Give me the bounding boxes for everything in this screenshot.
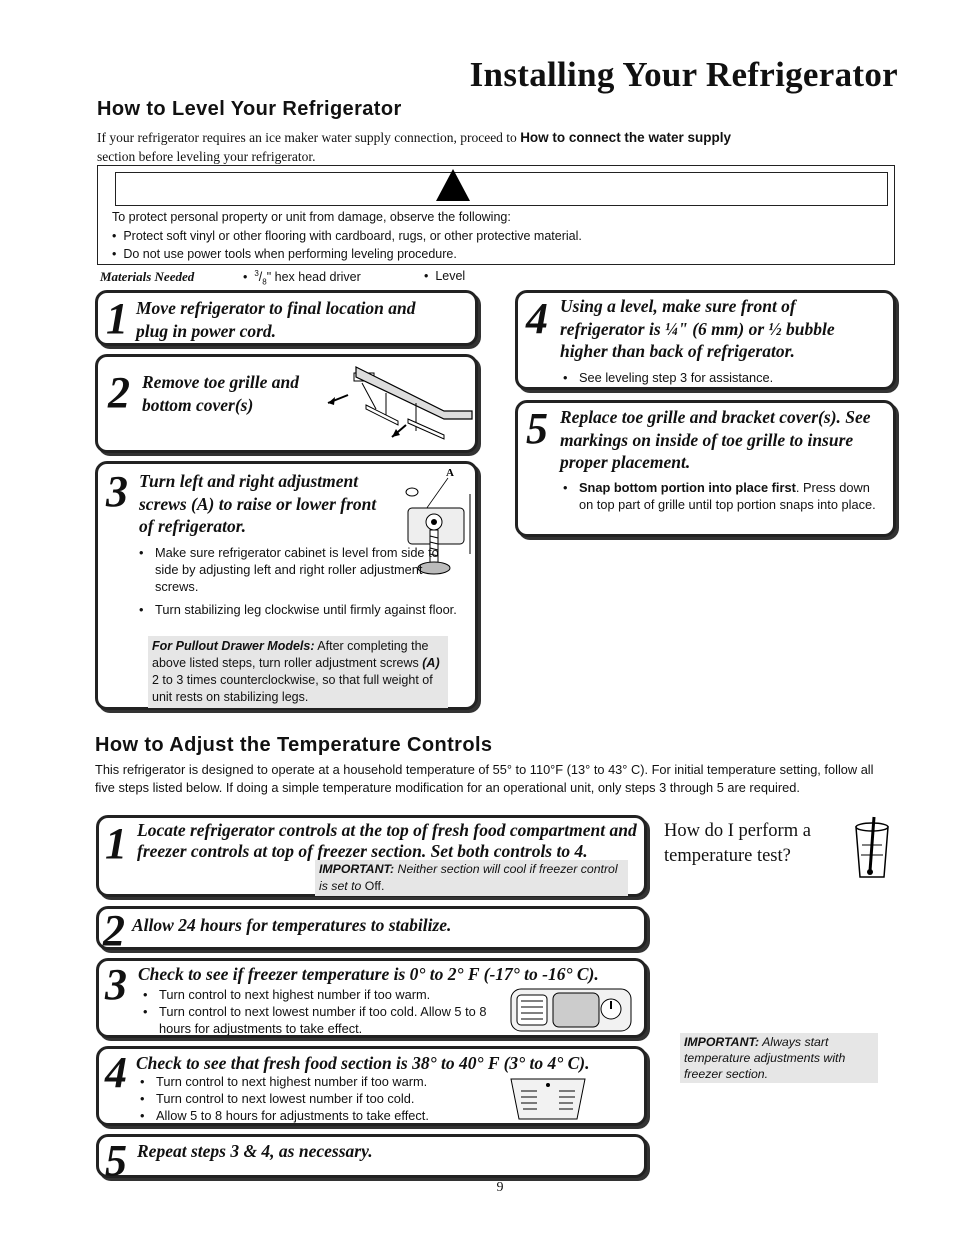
step-text: Locate refrigerator controls at the top of fresh food compartment and freezer controls at top of freezer section. Set both controls to 4. xyxy=(137,820,637,861)
caution-intro: To protect personal property or unit from damage, observe the following: xyxy=(112,210,511,224)
materials-driver: • $^3/_8$" hex head driver xyxy=(243,269,361,287)
step-bullet: • Turn control to next highest number if too warm. xyxy=(140,986,510,1003)
step-number: 3 xyxy=(105,960,127,1009)
caution-header-bar xyxy=(115,172,888,206)
level-step-2 xyxy=(95,354,478,453)
toe-grille-illustration xyxy=(326,359,476,449)
step-bullet: • Allow 5 to 8 hours for adjustments to take effect. xyxy=(137,1107,507,1124)
step-number: 2 xyxy=(103,906,125,955)
temp-step-1 xyxy=(96,815,647,897)
temperature-test-question[interactable]: How do I perform a temperature test? xyxy=(664,821,811,866)
level-section-heading: How to Level Your Refrigerator xyxy=(97,98,402,120)
pullout-drawer-note: For Pullout Drawer Models: After completing the above listed steps, turn roller adjustment screws (A) 2 to 3 times counterclockwise, so that full weight of unit rests on stabilizing legs. xyxy=(148,636,448,708)
step-text: Remove toe grille and bottom cover(s) xyxy=(142,372,299,415)
page-number: 9 xyxy=(496,1180,504,1195)
important-note: IMPORTANT: Neither section will cool if freezer control is set to Off. xyxy=(315,860,628,896)
side-important-note: IMPORTANT: Always start temperature adjustments with freezer section. xyxy=(680,1033,878,1083)
step-text: Check to see that fresh food section is 38° to 40° F (3° to 4° C). xyxy=(136,1053,590,1073)
step-number: 4 xyxy=(526,294,548,343)
temp-step-4 xyxy=(96,1046,647,1126)
freezer-control-illustration xyxy=(509,983,637,1035)
temp-step-3 xyxy=(96,958,647,1038)
glass-thermometer-icon xyxy=(852,815,892,881)
step-text: Turn left and right adjustment screws (A) to raise or lower front of refrigerator. xyxy=(139,471,377,536)
temp-step-2 xyxy=(96,906,647,955)
fresh-food-control-illustration xyxy=(507,1075,589,1125)
step-number: 5 xyxy=(526,404,548,453)
temp-section-heading: How to Adjust the Temperature Controls xyxy=(95,734,493,756)
step-bullet: • Turn stabilizing leg clockwise until firmly against floor. xyxy=(136,601,465,618)
caution-item: • Protect soft vinyl or other flooring with cardboard, rugs, or other protective material. xyxy=(112,228,582,243)
level-step-3 xyxy=(95,461,478,710)
step-bullet: • See leveling step 3 for assistance. xyxy=(560,369,880,386)
step-number: 1 xyxy=(105,819,127,868)
level-step-5 xyxy=(515,400,896,537)
level-intro: If your refrigerator requires an ice maker water supply connection, proceed to How to connect the water supply section before leveling your refrigerator. xyxy=(97,130,731,164)
temp-step-5 xyxy=(96,1134,647,1185)
caution-box xyxy=(97,165,895,265)
step-number: 1 xyxy=(106,294,128,343)
step-bullet: • Turn control to next highest number if too warm. xyxy=(137,1073,507,1090)
step-bullet: • Turn control to next lowest number if too cold. xyxy=(137,1090,507,1107)
step-bullet: • Make sure refrigerator cabinet is level from side to side by adjusting left and right roller adjustment screws. xyxy=(136,544,461,595)
materials-label: Materials Needed xyxy=(100,269,195,284)
step-bullet: • Turn control to next lowest number if too cold. Allow 5 to 8 hours for adjustments to take effect. xyxy=(140,1003,510,1037)
step-number: 2 xyxy=(108,368,130,417)
screw-label-a: A xyxy=(446,467,454,479)
temp-intro: This refrigerator is designed to operate at a household temperature of 55° to 110°F (13° to 43° C). For initial temperature setting, follow all five steps listed below. If doing a simple temperature modification for an operational unit, only steps 3 through 5 are required. xyxy=(95,762,874,795)
step-text: Check to see if freezer temperature is 0° to 2° F (-17° to -16° C). xyxy=(138,964,599,984)
level-step-1 xyxy=(95,290,478,346)
level-step-4 xyxy=(515,290,896,390)
caution-item: • Do not use power tools when performing leveling procedure. xyxy=(112,247,457,261)
step-number: 4 xyxy=(105,1048,127,1097)
step-bullet: • Snap bottom portion into place first. Press down on top part of grille until top portion snaps into place. xyxy=(560,479,880,513)
step-text: Allow 24 hours for temperatures to stabilize. xyxy=(132,915,452,935)
materials-needed xyxy=(100,269,466,287)
step-number: 5 xyxy=(105,1136,127,1185)
water-supply-link[interactable]: How to connect the water supply xyxy=(520,130,731,145)
step-text: Move refrigerator to final location and plug in power cord. xyxy=(136,298,416,341)
step-text: Repeat steps 3 & 4, as necessary. xyxy=(137,1141,373,1161)
warning-icon xyxy=(436,169,470,201)
step-text: Using a level, make sure front of refrigerator is ¼" (6 mm) or ½ bubble higher than back of refrigerator. xyxy=(560,296,835,361)
step-number: 3 xyxy=(106,467,128,516)
step-text: Replace toe grille and bracket cover(s). See markings on inside of toe grille to insure proper placement. xyxy=(560,407,871,472)
materials-level: • Level xyxy=(424,269,466,283)
page-title: Installing Your Refrigerator xyxy=(469,55,898,94)
